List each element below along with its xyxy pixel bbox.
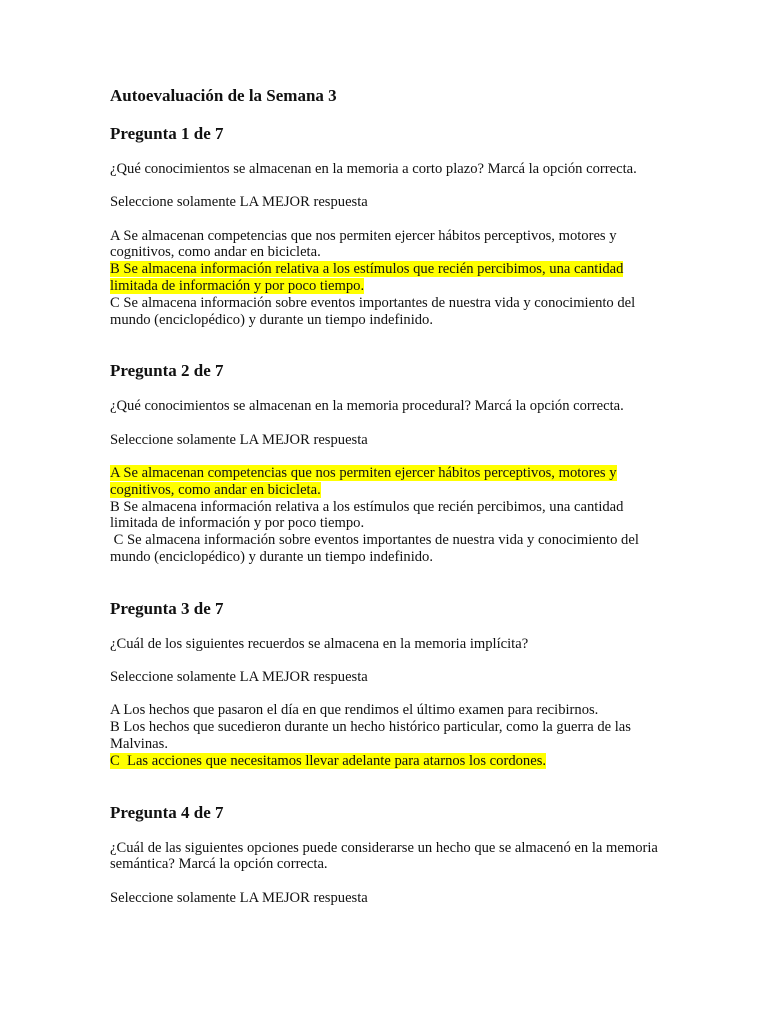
option-text: B Se almacena información relativa a los estímulos que recién percibimos, una cantidad limitada de información y por poco tiempo. [110, 498, 624, 532]
question-3-options [110, 702, 668, 769]
question-3-prompt: ¿Cuál de los siguientes recuerdos se almacena en la memoria implícita? [110, 635, 529, 652]
option-text: A Los hechos que pasaron el día en que rendimos el último examen para recibirnos. [110, 702, 599, 719]
question-3-heading: Pregunta 3 de 7 [110, 598, 224, 618]
question-1 [110, 124, 668, 328]
question-1-options [110, 228, 668, 329]
question-2-option-b [110, 499, 668, 533]
question-1-heading: Pregunta 1 de 7 [110, 124, 224, 143]
question-1-prompt: ¿Qué conocimientos se almacenan en la memoria a corto plazo? Marcá la opción correcta. [110, 161, 637, 177]
highlighted-answer: B Se almacena información relativa a los estímulos que recién percibimos, una cantidad limitada de información y por poco tiempo. [110, 261, 624, 294]
question-2-option-c [110, 532, 668, 566]
question-2 [110, 361, 668, 565]
option-text: B Los hechos que sucedieron durante un hecho histórico particular, como la guerra de las Malvinas. [110, 719, 631, 752]
question-3-instruction: Seleccione solamente LA MEJOR respuesta [110, 669, 368, 686]
highlighted-answer: A Se almacenan competencias que nos permiten ejercer hábitos perceptivos, motores y cognitivos, como andar en bicicleta. [110, 464, 617, 498]
question-4-heading: Pregunta 4 de 7 [110, 802, 224, 822]
document-title: Autoevaluación de la Semana 3 [110, 86, 337, 105]
highlighted-answer: C Las acciones que necesitamos llevar adelante para atarnos los cordones. [110, 752, 547, 769]
question-2-prompt: ¿Qué conocimientos se almacenan en la memoria procedural? Marcá la opción correcta. [110, 398, 624, 415]
question-2-option-a [110, 465, 668, 499]
question-1-option-c [110, 295, 668, 329]
question-4-instruction: Seleccione solamente LA MEJOR respuesta [110, 889, 368, 906]
question-2-options [110, 465, 668, 566]
option-text: C Se almacena información sobre eventos importantes de nuestra vida y conocimiento del mundo (enciclopédico) y durante un tiempo indefinido. [110, 532, 643, 565]
option-text: C Se almacena información sobre eventos importantes de nuestra vida y conocimiento del mundo (enciclopédico) y durante un tiempo indefinido. [110, 294, 636, 328]
question-2-instruction: Seleccione solamente LA MEJOR respuesta [110, 431, 368, 448]
question-1-option-a [110, 228, 668, 262]
question-4-prompt: ¿Cuál de las siguientes opciones puede considerarse un hecho que se almacenó en la memoria semántica? Marcá la opción correcta. [110, 839, 658, 873]
question-1-option-b [110, 261, 668, 295]
question-1-instruction: Seleccione solamente LA MEJOR respuesta [110, 194, 368, 211]
question-4 [110, 803, 668, 907]
question-3 [110, 599, 668, 770]
question-2-heading: Pregunta 2 de 7 [110, 361, 224, 381]
question-3-option-a [110, 702, 668, 719]
option-text: A Se almacenan competencias que nos permiten ejercer hábitos perceptivos, motores y cognitivos, como andar en bicicleta. [110, 227, 617, 261]
question-3-option-b [110, 719, 668, 753]
question-3-option-c [110, 753, 668, 770]
